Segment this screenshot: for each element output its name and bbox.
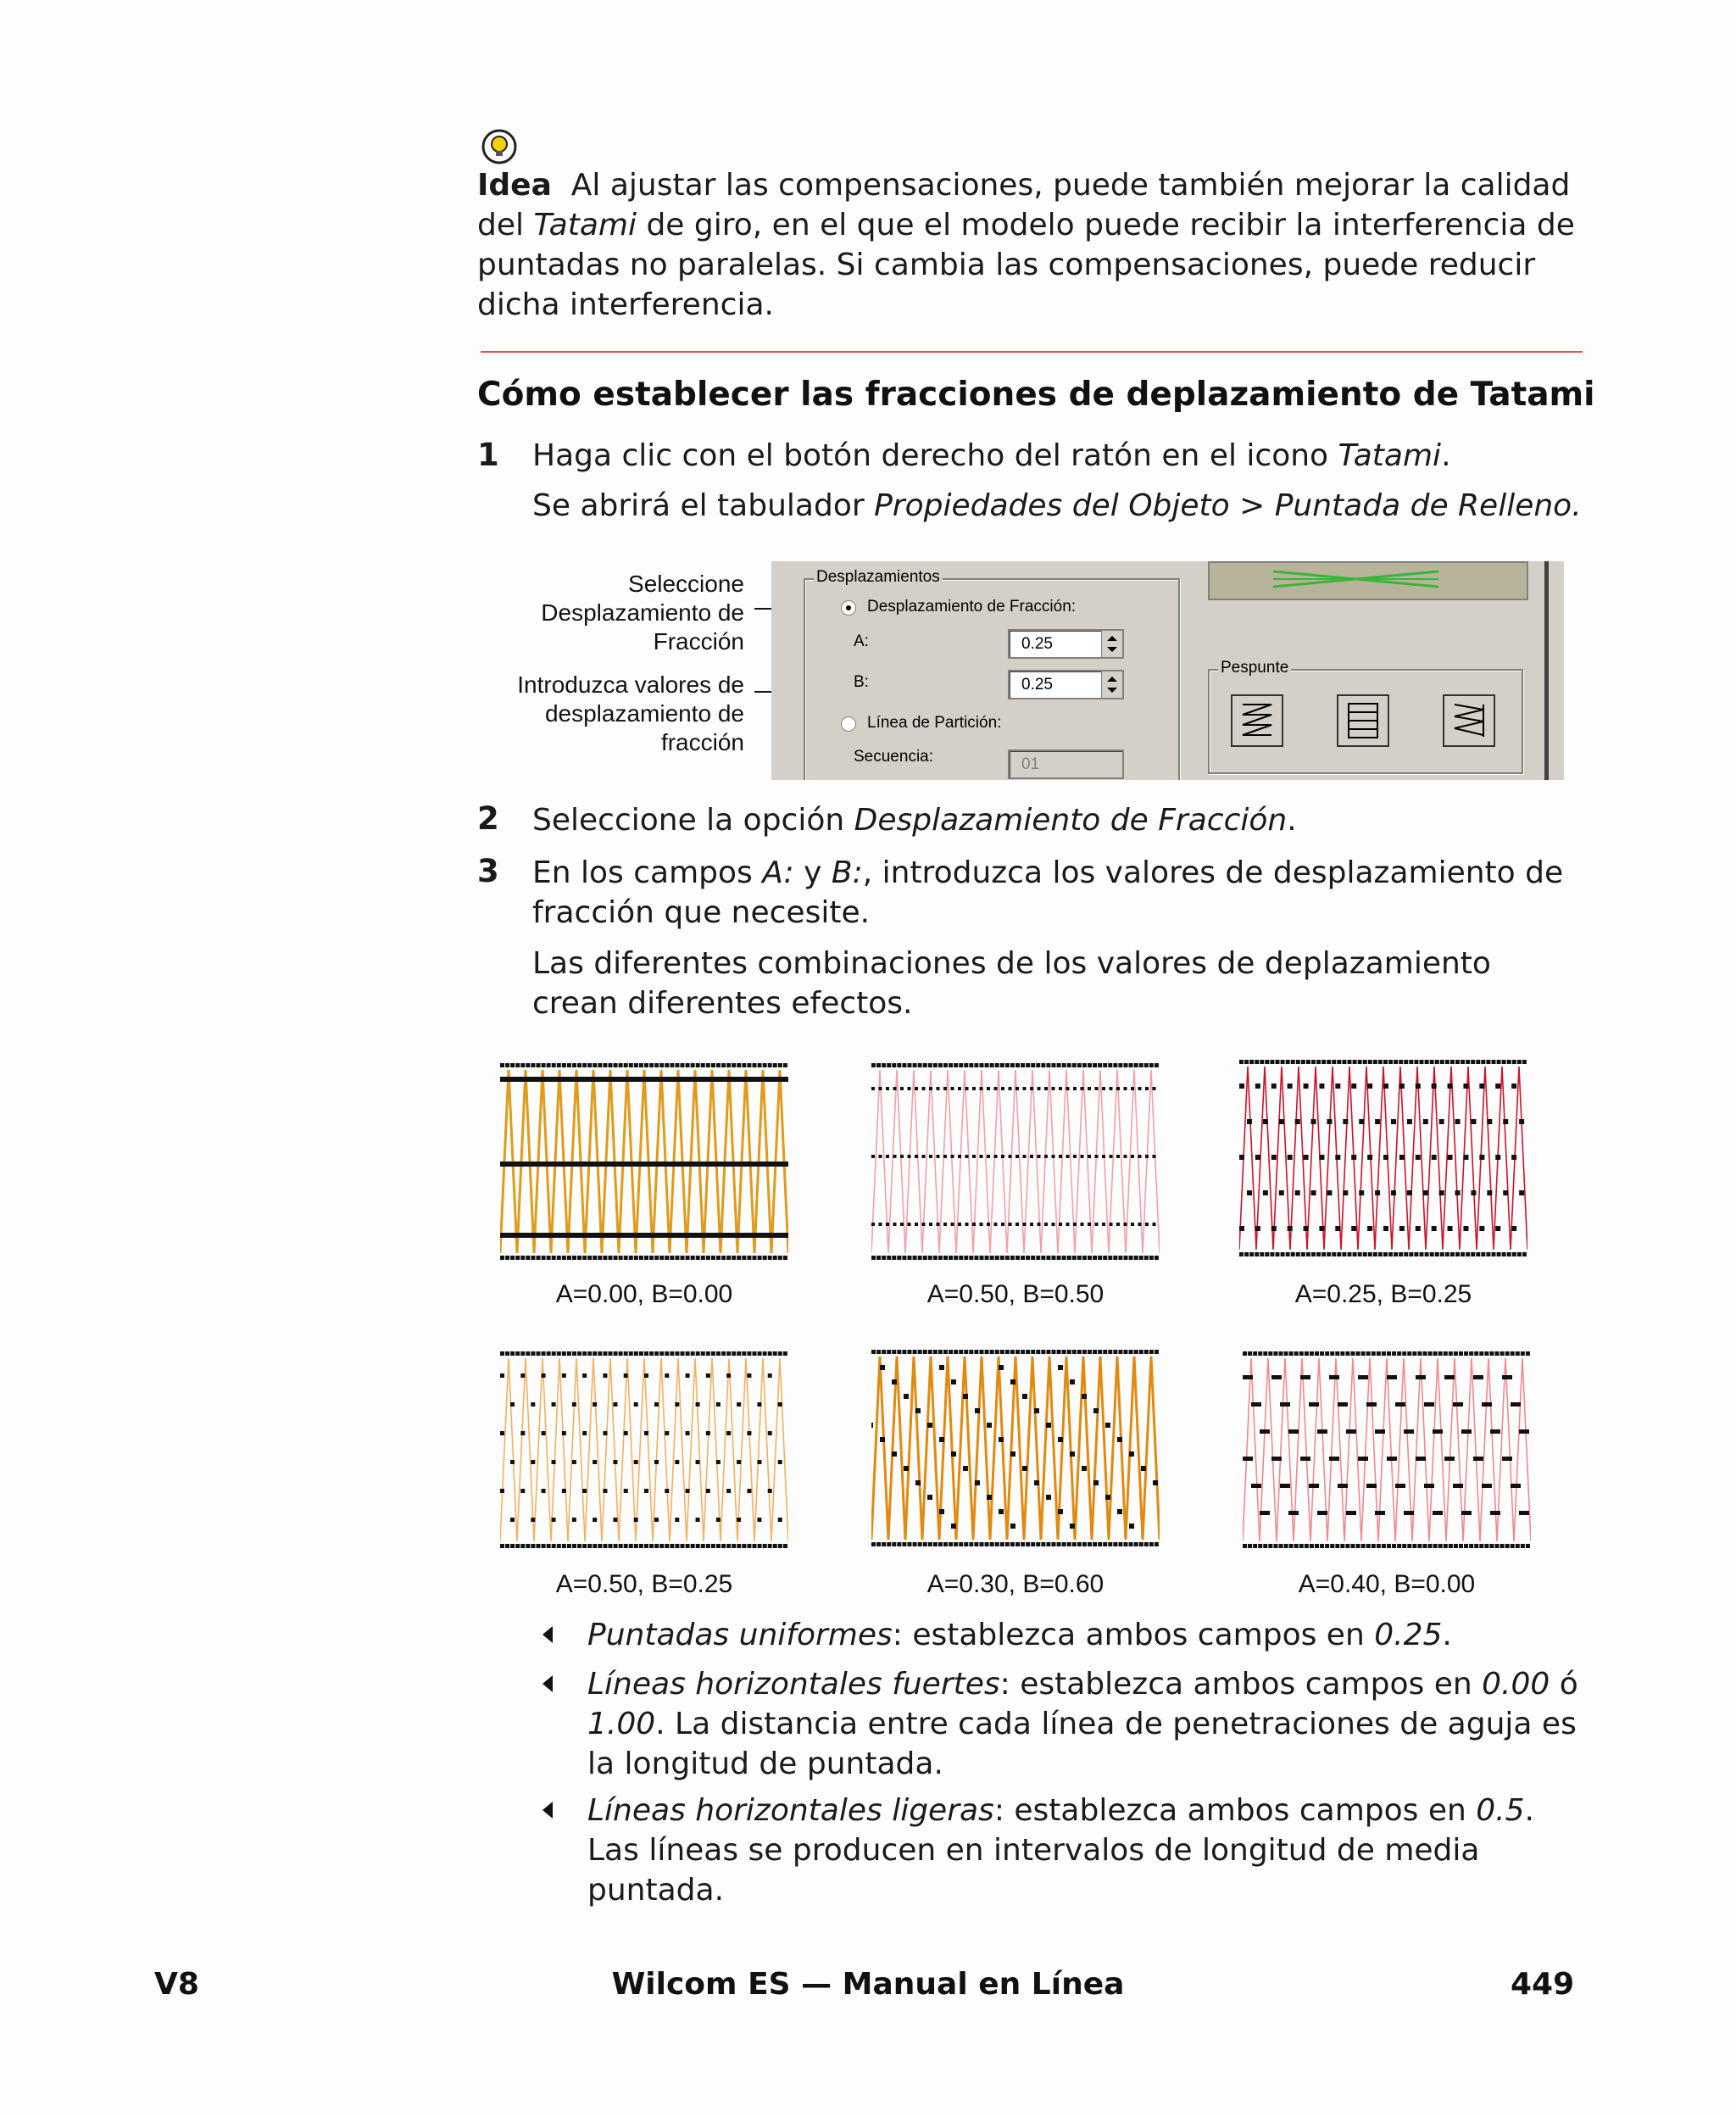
bullet-3-value: 0.5 [1476, 1793, 1525, 1828]
stitch-sample-3 [1239, 1058, 1527, 1258]
bullet-2-value: 0.00 [1482, 1667, 1550, 1702]
bullet-3-end: . Las líneas se producen en intervalos de longitud de media puntada. [587, 1793, 1534, 1908]
bullet-3-text: : establezca ambos campos en [993, 1793, 1466, 1828]
stitch-sample-6 [1243, 1350, 1531, 1550]
spin-arrows-icon [1102, 631, 1122, 657]
dialog-right-edge [1544, 561, 1549, 780]
stitch-sample-caption: A=0.00, B=0.00 [555, 1280, 733, 1308]
bullet-2 [587, 1664, 1588, 1784]
bullet-1-end: . [1442, 1618, 1452, 1652]
callout-select-fraction [475, 570, 744, 656]
bullet-2-or: ó [1559, 1667, 1578, 1702]
step-number-1: 1 [477, 437, 499, 473]
stitch-sample-caption: A=0.50, B=0.25 [555, 1570, 733, 1598]
step-2-italic: Desplazamiento de Fracción [854, 803, 1288, 838]
step-1-text [532, 436, 1583, 476]
step-3-field-b: B: [831, 855, 863, 890]
callout-1-line-2: Desplazamiento de [541, 599, 744, 626]
footer-version: V8 [154, 1967, 199, 2002]
tip-paragraph [477, 165, 1588, 325]
stitch-sample-4 [500, 1350, 788, 1550]
callout-1-line-1: Seleccione [628, 571, 744, 597]
tip-text-2: de giro, en el que el modelo puede recibir la interferencia de puntadas no paralelas. Si cambia las compensaciones, puede reducir dicha interferencia. [477, 208, 1575, 322]
displacement-group-title: Desplazamientos [814, 568, 943, 587]
step-1-sub-italic: Propiedades del Objeto > Puntada de Relleno. [874, 488, 1582, 523]
step-3-field-a: A: [762, 855, 794, 890]
pespunte-option-2-button[interactable] [1337, 694, 1389, 747]
stitch-sample-caption: A=0.30, B=0.60 [926, 1570, 1104, 1598]
fraction-radio[interactable] [841, 600, 856, 616]
bullet-3-term: Líneas horizontales ligeras [587, 1793, 994, 1828]
lightbulb-icon [481, 129, 517, 164]
partition-radio-label: Línea de Partición: [867, 714, 1002, 732]
b-value: 0.25 [1021, 676, 1053, 694]
step-1-sub: Se abrirá el tabulador [532, 488, 865, 523]
sequence-value: 01 [1021, 755, 1040, 773]
step-3-subtext: Las diferentes combinaciones de los valores de deplazamiento crean diferentes efectos. [532, 946, 1491, 1021]
spin-arrows-icon [1102, 671, 1122, 698]
fraction-radio-label: Desplazamiento de Fracción: [867, 598, 1077, 616]
a-value: 0.25 [1021, 635, 1053, 653]
bullet-1-term: Puntadas uniformes [587, 1618, 893, 1652]
footer-title: Wilcom ES — Manual en Línea [611, 1967, 1125, 2002]
bullet-3 [587, 1791, 1588, 1910]
zigzag-stitch-icon [1232, 696, 1282, 745]
step-3-part-c: , introduzca los valores de desplazamiento de fracción que necesite. [532, 855, 1564, 930]
step-2-text [532, 800, 1583, 840]
bullet-2-text: : establezca ambos campos en [999, 1667, 1472, 1702]
bullet-1-value: 0.25 [1374, 1618, 1443, 1652]
stitch-sample-5 [871, 1348, 1160, 1548]
step-2-main: Seleccione la opción [532, 803, 845, 838]
stitch-preview [1208, 561, 1528, 600]
bullet-1-text: : establezca ambos campos en [892, 1618, 1365, 1652]
step-3-part-a: En los campos [532, 855, 753, 890]
pespunte-option-1-button[interactable] [1231, 694, 1283, 747]
partition-radio[interactable] [841, 716, 856, 732]
bullet-1 [587, 1615, 1588, 1655]
step-1-subtext [532, 486, 1583, 526]
a-value-spinner[interactable] [1008, 629, 1124, 659]
stitch-sample-1 [500, 1061, 788, 1262]
callout-enter-values [475, 671, 744, 757]
callout-1-line-3: Fracción [653, 628, 744, 655]
label-b: B: [854, 673, 869, 691]
step-number-3: 3 [477, 853, 499, 889]
step-1-main: Haga clic con el botón derecho del ratón en el icono [532, 438, 1329, 473]
dialog-screenshot [771, 561, 1564, 780]
bullet-2-value-2: 1.00 [587, 1707, 656, 1741]
stitch-sample-caption: A=0.40, B=0.00 [1298, 1570, 1476, 1598]
section-heading: Cómo establecer las fracciones de deplazamiento de Tatami [477, 376, 1595, 414]
tip-italic-word: Tatami [533, 208, 637, 242]
step-2-end: . [1287, 803, 1297, 838]
step-1-italic: Tatami [1338, 438, 1442, 473]
stitch-sample-2 [871, 1061, 1160, 1262]
callout-2-line-3: fracción [660, 729, 744, 755]
sequence-field[interactable] [1008, 749, 1124, 779]
bullet-2-term: Líneas horizontales fuertes [587, 1667, 1000, 1702]
callout-2-line-2: desplazamiento de [544, 700, 744, 727]
tip-text-1: Al ajustar las compensaciones, puede también mejorar la calidad del [477, 168, 1571, 242]
bullet-arrow-icon [542, 1675, 553, 1692]
a-spin-buttons[interactable] [1101, 631, 1122, 657]
bullet-arrow-icon [542, 1626, 553, 1643]
parallel-stitch-icon [1338, 696, 1388, 745]
step-3-part-b: y [804, 855, 822, 890]
footer-page-number: 449 [1511, 1967, 1575, 2002]
bullet-2-end: . La distancia entre cada línea de penetraciones de aguja es la longitud de puntada. [587, 1707, 1577, 1781]
stitch-sample-caption: A=0.50, B=0.50 [926, 1280, 1104, 1308]
label-sequence: Secuencia: [854, 748, 934, 766]
b-value-spinner[interactable] [1008, 670, 1124, 699]
step-number-2: 2 [477, 800, 499, 837]
diagonal-stitch-icon [1444, 696, 1494, 745]
label-a: A: [854, 632, 869, 650]
step-3-text [532, 853, 1583, 933]
b-spin-buttons[interactable] [1101, 671, 1122, 698]
callout-2-line-1: Introduzca valores de [517, 671, 744, 698]
bullet-arrow-icon [542, 1802, 553, 1819]
stitch-sample-caption: A=0.25, B=0.25 [1294, 1280, 1472, 1308]
pespunte-group-title: Pespunte [1218, 659, 1291, 677]
step-1-end: . [1441, 438, 1451, 473]
section-divider [481, 351, 1583, 353]
preview-stitch-graphic [1210, 563, 1527, 599]
pespunte-option-3-button[interactable] [1443, 694, 1495, 747]
tip-label: Idea [477, 168, 552, 203]
